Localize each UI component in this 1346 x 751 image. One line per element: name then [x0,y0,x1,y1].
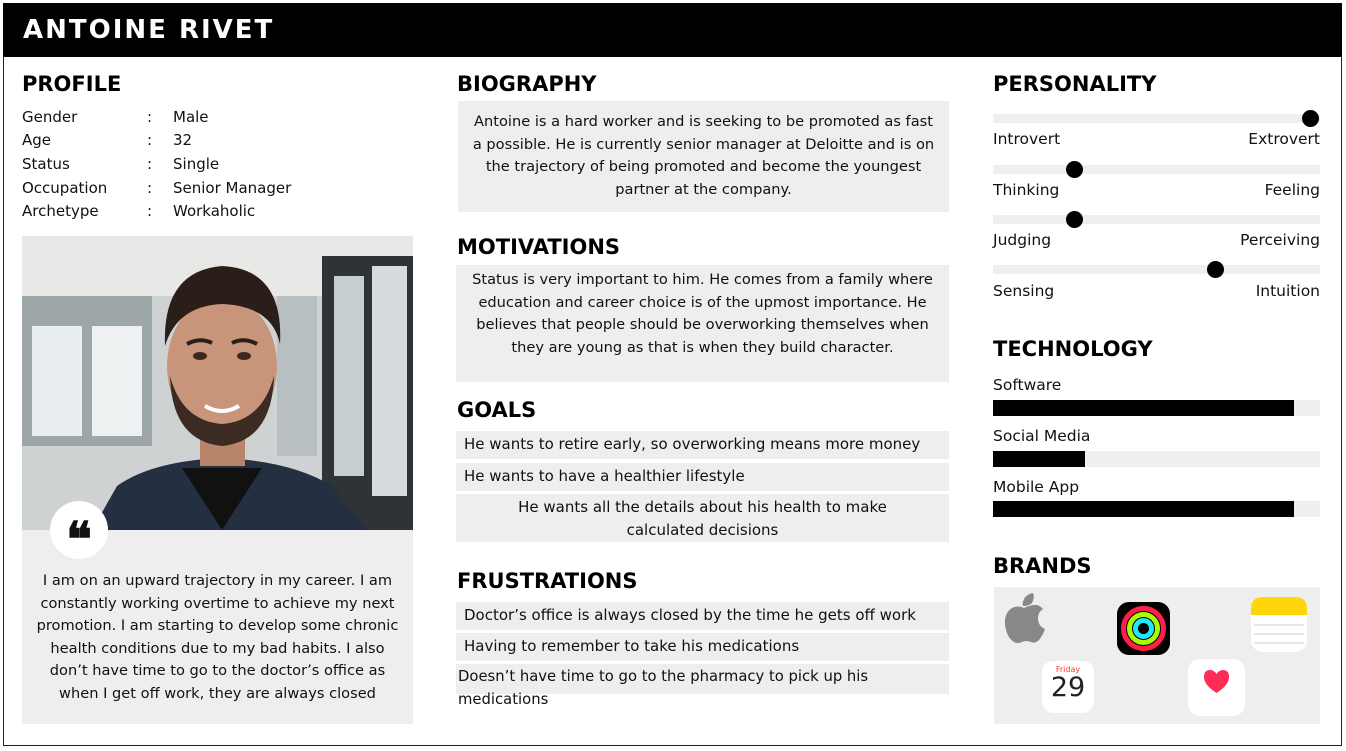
trait-left-4: Sensing [993,282,1055,300]
personality-track-2 [993,165,1320,174]
trait-right-3: Perceiving [1240,231,1320,249]
tech-fill-social-media [993,451,1085,467]
frustration-item-3: Doesn’t have time to go to the pharmacy to pick up his medications [456,664,949,694]
persona-name: ANTOINE RIVET [23,15,275,45]
biography-title: BIOGRAPHY [457,72,597,96]
calendar-date: 29 [1050,672,1086,703]
trait-right-1: Extrovert [1248,130,1320,148]
activity-rings-icon [1117,602,1170,655]
persona-quote: I am on an upward trajectory in my career. I am constantly working overtime to achieve my next promotion. I am starting to develop some chronic health conditions due to my bad habits. I also don’t have time to go to the doctor’s office as when I get off work, they are always closed [36,572,399,702]
notes-icon [1251,597,1307,652]
quote-mark-icon: ❝ [50,501,108,559]
personality-track-3 [993,215,1320,224]
tech-bar-social-media [993,451,1320,467]
tech-fill-software [993,400,1294,416]
personality-track-1 [993,114,1320,123]
personality-title: PERSONALITY [993,72,1157,96]
goal-item-3: He wants all the details about his health to make calculated decisions [456,494,949,542]
motivations-title: MOTIVATIONS [457,235,621,259]
profile-row-archetype: Archetype : Workaholic [22,202,256,221]
personality-track-4 [993,265,1320,274]
biography-text: Antoine is a hard worker and is seeking to be promoted as fast a possible. He is currently senior manager at Deloitte and is on the trajectory of being promoted and become the youngest partner at the company. [458,101,949,212]
trait-left-3: Judging [993,231,1052,249]
profile-row-gender: Gender : Male [22,107,209,126]
goal-item-2: He wants to have a healthier lifestyle [456,463,949,491]
tech-label-mobile-app: Mobile App [993,478,1080,496]
tech-bar-software [993,400,1320,416]
frustrations-title: FRUSTRATIONS [457,569,638,593]
brands-panel [994,587,1320,724]
profile-row-occupation: Occupation : Senior Manager [22,178,292,197]
trait-right-4: Intuition [1255,282,1320,300]
profile-title: PROFILE [22,72,122,96]
frustration-item-1: Doctor’s office is always closed by the time he gets off work [456,602,949,630]
trait-left-1: Introvert [993,130,1061,148]
tech-fill-mobile-app [993,501,1294,517]
tech-label-software: Software [993,376,1062,394]
profile-row-status: Status : Single [22,154,220,173]
trait-right-2: Feeling [1264,181,1320,199]
apple-icon [1002,593,1046,643]
tech-bar-mobile-app [993,501,1320,517]
goals-title: GOALS [457,398,537,422]
goal-item-1: He wants to retire early, so overworking means more money [456,431,949,459]
tech-label-social-media: Social Media [993,427,1091,445]
personality-knob-1 [1302,110,1319,127]
health-heart-icon [1188,659,1245,716]
frustration-item-2: Having to remember to take his medications [456,633,949,661]
calendar-icon [1042,661,1094,713]
personality-knob-4 [1207,261,1224,278]
motivations-text: Status is very important to him. He comes from a family where education and career choice is of the upmost importance. He believes that people should be overworking themselves when they are young as that is when they build character. [456,265,949,382]
persona-photo [22,236,413,530]
trait-left-2: Thinking [993,181,1060,199]
brands-title: BRANDS [993,554,1092,578]
header-bar [3,3,1342,57]
profile-row-age: Age : 32 [22,131,193,150]
profile-table [22,105,362,223]
technology-title: TECHNOLOGY [993,337,1153,361]
calendar-day: Friday [1055,665,1081,674]
